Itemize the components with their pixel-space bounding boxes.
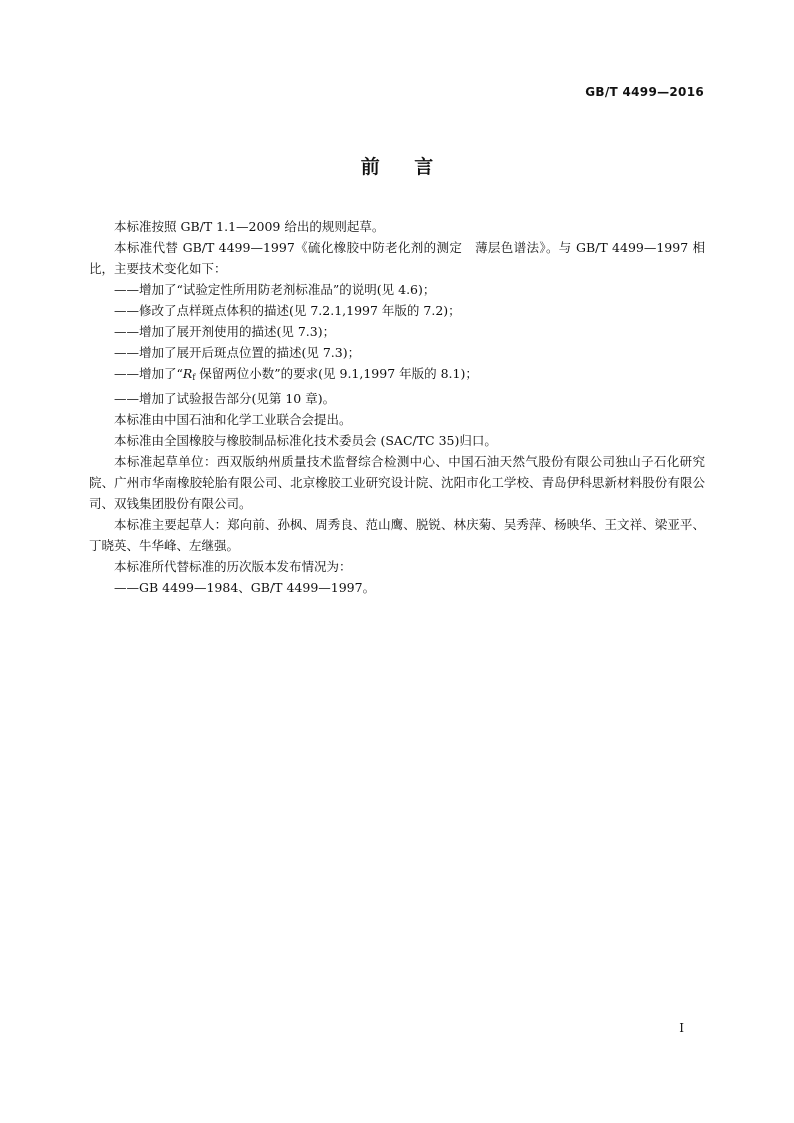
paragraph-replacement: 本标准代替 GB/T 4499—1997《硫化橡胶中防老化剂的测定 薄层色谱法》。与 GB/T 4499—1997 相比，主要技术变化如下：	[89, 240, 705, 276]
paragraph-drafters: 本标准主要起草人：郑向前、孙枫、周秀良、范山鹰、脱锐、林庆菊、吴秀萍、杨映华、王文祥、梁亚平、丁晓英、牛华峰、左继强。	[89, 517, 705, 553]
paragraph-committee: 本标准由全国橡胶与橡胶制品标准化技术委员会 (SAC/TC 35)归口。	[114, 433, 497, 448]
change-item-3: ——增加了展开剂使用的描述(见 7.3)；	[114, 324, 336, 339]
history-item: ——GB 4499—1984、GB/T 4499—1997。	[114, 580, 376, 595]
page-title: 前 言	[360, 156, 434, 178]
rf-symbol: R	[182, 366, 193, 381]
rf-subscript: f	[192, 373, 196, 382]
change-item-5-prefix: ——增加了“	[114, 366, 183, 381]
page-number: I	[679, 1021, 684, 1035]
change-item-6: ——增加了试验报告部分(见第 10 章)。	[114, 391, 336, 406]
paragraph-history: 本标准所代替标准的历次版本发布情况为：	[114, 559, 352, 574]
change-item-5-suffix: 保留两位小数”的要求(见 9.1,1997 年版的 8.1)；	[195, 366, 478, 381]
change-item-4: ——增加了展开后斑点位置的描述(见 7.3)；	[114, 345, 361, 360]
change-item-1: ——增加了“试验定性所用防老剂标准品”的说明(见 4.6)；	[114, 282, 436, 297]
change-item-2: ——修改了点样斑点体积的描述(见 7.2.1,1997 年版的 7.2)；	[114, 303, 461, 318]
paragraph-drafting-units: 本标准起草单位：西双版纳州质量技术监督综合检测中心、中国石油天然气股份有限公司独山子石化研究院、广州市华南橡胶轮胎有限公司、北京橡胶工业研究设计院、沈阳市化工学校、青岛伊科思新材料股份有限公司、双钱集团股份有限公司。	[89, 454, 705, 511]
document-body	[89, 216, 705, 598]
paragraph-proposer: 本标准由中国石油和化学工业联合会提出。	[114, 412, 352, 427]
change-item-5	[89, 363, 705, 388]
paragraph-drafting-rule: 本标准按照 GB/T 1.1—2009 给出的规则起草。	[114, 219, 385, 234]
standard-code: GB/T 4499—2016	[585, 85, 704, 99]
